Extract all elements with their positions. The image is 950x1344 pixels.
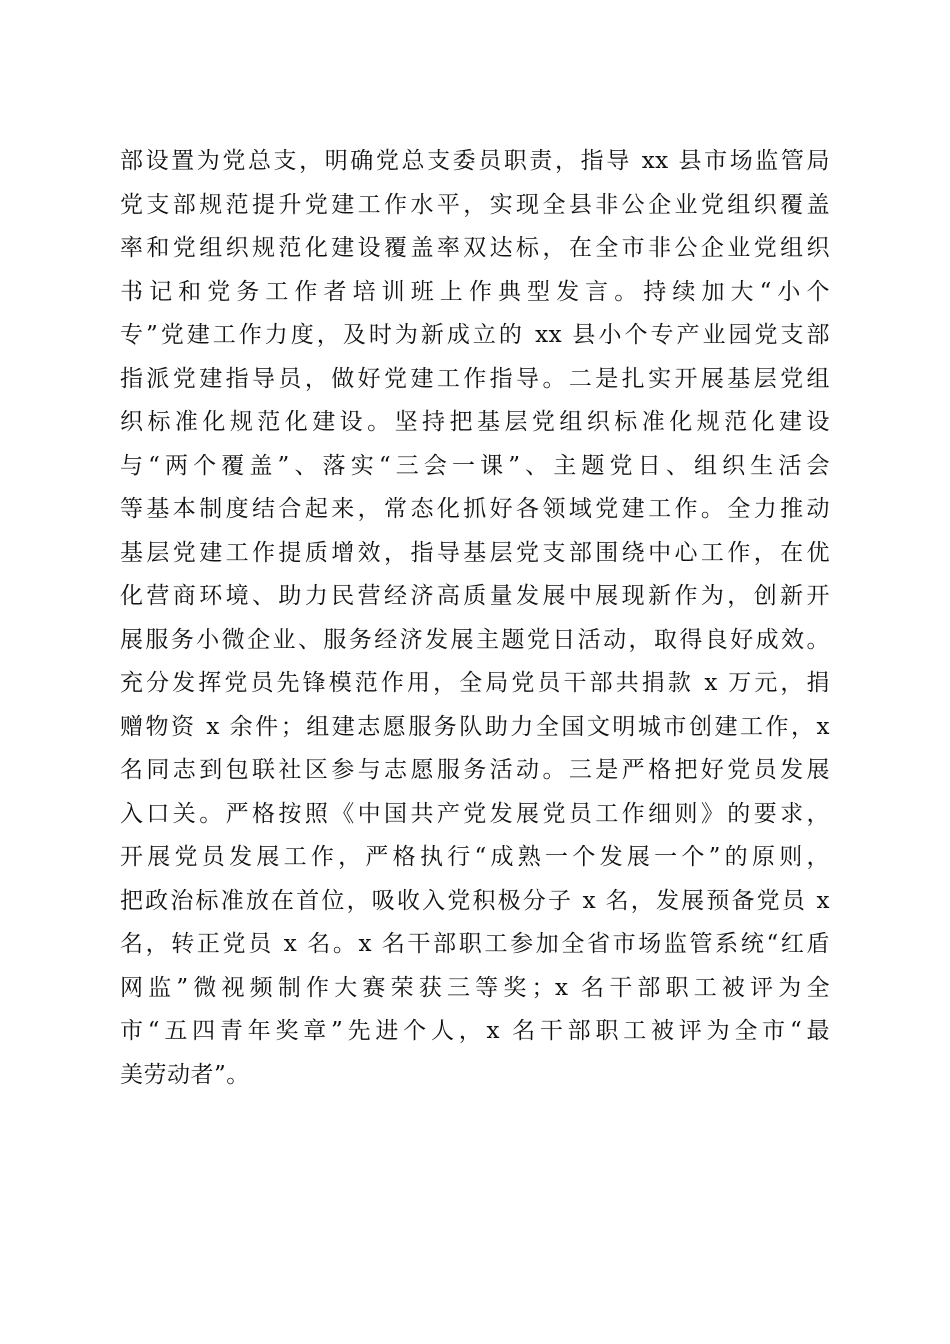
- text-line: 网监”微视频制作大赛荣获三等奖；x 名干部职工被评为全: [120, 974, 830, 1001]
- text-line: 部设置为党总支，明确党总支委员职责，指导 xx 县市场监管局: [120, 148, 830, 174]
- text-line: 市“五四青年奖章”先进个人，x 名干部职工被评为全市“最: [120, 1018, 830, 1044]
- text-line: 指派党建指导员，做好党建工作指导。二是扎实开展基层党组: [120, 365, 830, 392]
- text-line: 率和党组织规范化建设覆盖率双达标，在全市非公企业党组织: [120, 235, 830, 261]
- text-line: 党支部规范提升党建工作水平，实现全县非公企业党组织覆盖: [120, 191, 830, 218]
- text-line: 织标准化规范化建设。坚持把基层党组织标准化规范化建设: [120, 409, 830, 435]
- text-line: 名，转正党员 x 名。x 名干部职工参加全省市场监管系统“红盾: [120, 931, 830, 957]
- text-line: 等基本制度结合起来，常态化抓好各领域党建工作。全力推动: [120, 496, 830, 522]
- text-line: 专”党建工作力度，及时为新成立的 xx 县小个专产业园党支部: [120, 322, 830, 348]
- text-line: 与“两个覆盖”、落实“三会一课”、主题党日、组织生活会: [120, 452, 830, 479]
- text-line: 名同志到包联社区参与志愿服务活动。三是严格把好党员发展: [120, 757, 830, 783]
- text-line: 美劳动者”。: [120, 1061, 250, 1088]
- body-text: [120, 140, 830, 1097]
- text-line: 入口关。严格按照《中国共产党发展党员工作细则》的要求，: [120, 800, 830, 827]
- text-line: 书记和党务工作者培训班上作典型发言。持续加大“小个: [120, 278, 830, 305]
- text-line: 充分发挥党员先锋模范作用，全局党员干部共捐款 x 万元，捐: [120, 670, 830, 696]
- text-line: 展服务小微企业、服务经济发展主题党日活动，取得良好成效。: [120, 626, 830, 653]
- text-line: 把政治标准放在首位，吸收入党积极分子 x 名，发展预备党员 x: [120, 887, 830, 914]
- text-line: 化营商环境、助力民营经济高质量发展中展现新作为，创新开: [120, 583, 830, 609]
- text-line: 基层党建工作提质增效，指导基层党支部围绕中心工作，在优: [120, 539, 830, 566]
- text-line: 赠物资 x 余件；组建志愿服务队助力全国文明城市创建工作，x: [120, 713, 830, 740]
- text-line: 开展党员发展工作，严格执行“成熟一个发展一个”的原则，: [120, 844, 830, 870]
